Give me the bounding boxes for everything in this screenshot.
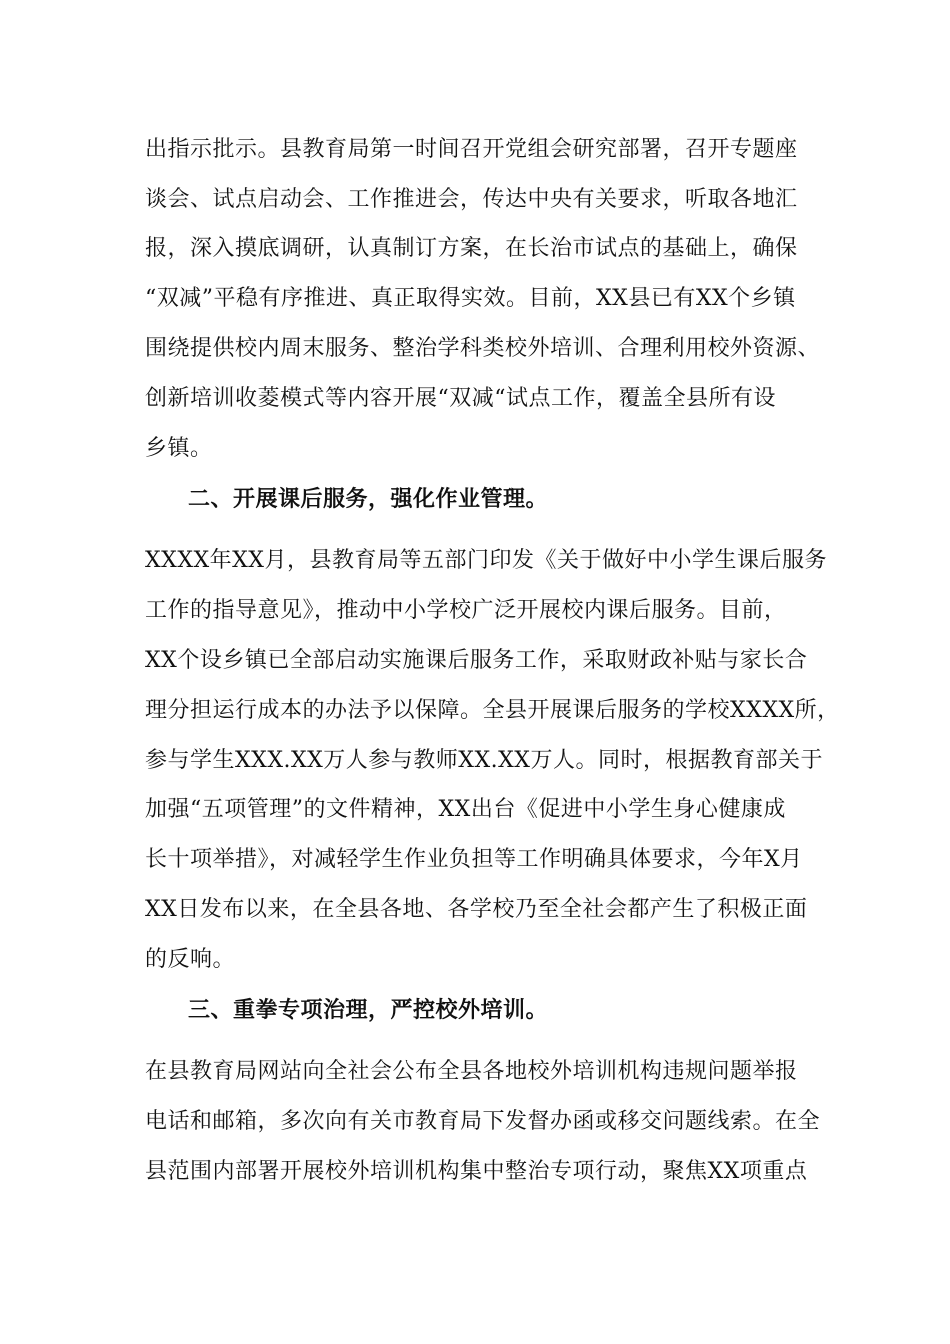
paragraph-line: “双减”平稳有序推进、真正取得实效。目前，XX县已有XX个乡镇 <box>145 286 796 311</box>
paragraph-line: 创新培训收菱模式等内容开展“双减“试点工作，覆盖全县所有设 <box>145 386 776 411</box>
paragraph-line: 参与学生XXX.XX万人参与教师XX.XX万人。同时，根据教育部关于 <box>145 748 823 773</box>
paragraph-line: 在县教育局网站向全社会公布全县各地校外培训机构违规问题举报 <box>145 1059 798 1084</box>
paragraph-line: 报，深入摸底调研，认真制订方案，在长治市试点的基础上，确保 <box>145 236 798 261</box>
paragraph-line: 工作的指导意见》，推动中小学校广泛开展校内课后服务。目前， <box>145 598 787 623</box>
paragraph-line: 的反响。 <box>145 947 236 972</box>
paragraph-line: 加强“五项管理”的文件精神，XX出台《促进中小学生身心健康成 <box>145 797 786 822</box>
paragraph-line: 乡镇。 <box>145 436 213 461</box>
paragraph-line: 县范围内部署开展校外培训机构集中整治专项行动，聚焦XX项重点 <box>145 1159 808 1184</box>
paragraph-line: 谈会、试点启动会、工作推进会，传达中央有关要求，听取各地汇 <box>145 187 798 212</box>
paragraph-line: 电话和邮箱，多次向有关市教育局下发督办函或移交问题线索。在全 <box>145 1109 821 1134</box>
section-heading: 二、开展课后服务，强化作业管理。 <box>188 486 549 512</box>
paragraph-line: XX个设乡镇已全部启动实施课后服务工作，采取财政补贴与家长合 <box>145 648 808 673</box>
paragraph-line: 围绕提供校内周末服务、整治学科类校外培训、合理利用校外资源、 <box>145 336 821 361</box>
paragraph-line: 长十项举措》，对减轻学生作业负担等工作明确具体要求，今年X月 <box>145 847 803 872</box>
paragraph-line: 理分担运行成本的办法予以保障。全县开展课后服务的学校XXXX所， <box>145 698 840 723</box>
paragraph-line: XXXX年XX月，县教育局等五部门印发《关于做好中小学生课后服务 <box>145 548 827 573</box>
section-heading: 三、重拳专项治理，严控校外培训。 <box>188 997 549 1023</box>
paragraph-line: XX日发布以来，在全县各地、各学校乃至全社会都产生了积极正面 <box>145 897 808 922</box>
paragraph-line: 出指示批示。县教育局第一时间召开党组会研究部署，召开专题座 <box>145 137 798 162</box>
